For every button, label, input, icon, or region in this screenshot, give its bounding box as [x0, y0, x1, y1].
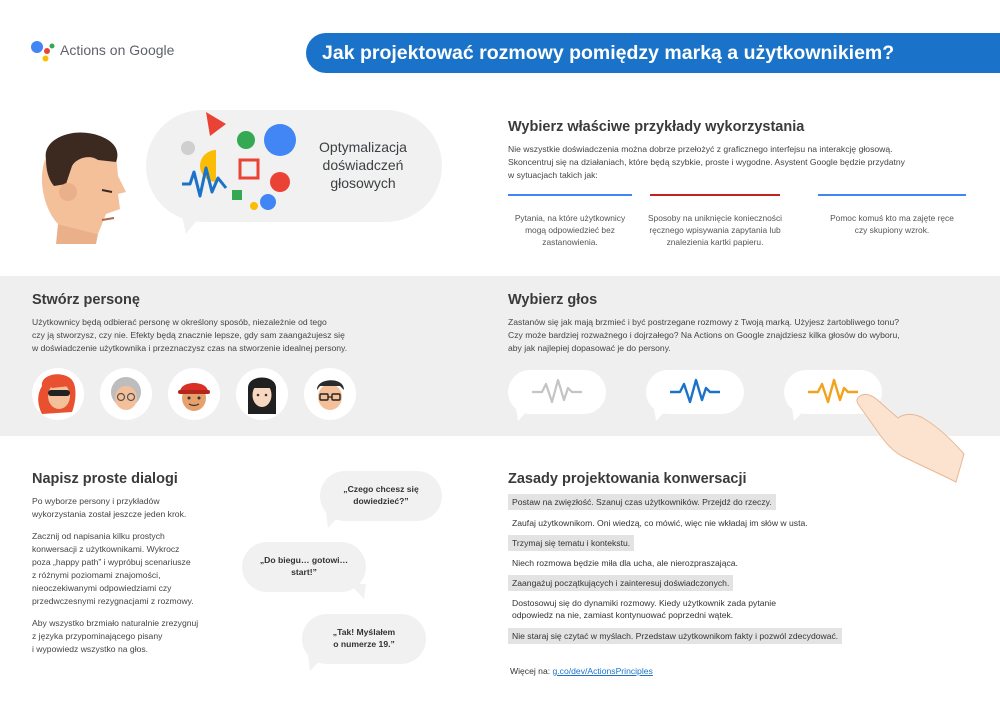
- use-cases-intro-line: Nie wszystkie doświadczenia można dobrze przełożyć z graficznego interfejsu na interakcję głosową.: [508, 144, 893, 154]
- persona-avatar-cap-boy[interactable]: [168, 368, 220, 420]
- principle-text: Dostosowuj się do dynamiki rozmowy. Kiedy użytkownik zada pytanie: [512, 598, 776, 608]
- dialog-quote-line: o numerze 19.”: [333, 639, 395, 649]
- persona-title: Stwórz personę: [32, 292, 140, 308]
- principle-item: [508, 595, 780, 623]
- principle-text: Niech rozmowa będzie miła dla ucha, ale nierozpraszająca.: [512, 558, 738, 568]
- dialog-quote-line: „Do biegu… gotowi…: [259, 555, 349, 565]
- voice-bubble-tail: [516, 408, 532, 422]
- dialogs-line: i wypowiedz wszystko na głos.: [32, 644, 149, 654]
- page-title: Jak projektować rozmowy pomiędzy marką a użytkownikiem?: [306, 33, 1000, 73]
- more-info-label: Więcej na:: [510, 666, 551, 676]
- dialog-quote-line: „Czego chcesz się: [343, 484, 419, 494]
- dialogs-line: wykorzystania został jeszcze jeden krok.: [32, 509, 187, 519]
- grey-hair-glasses-avatar-icon: [100, 368, 152, 420]
- hero-label-line-3: głosowych: [330, 175, 396, 191]
- voice-body-line: aby jak najlepiej dopasować je do persony.: [508, 343, 671, 353]
- use-case-divider-blue: [508, 194, 632, 196]
- voice-body-line: Czy może bardziej rozważnego i dojrzałego? Na Actions on Google znajdziesz kilka głosów do wyboru,: [508, 330, 900, 340]
- persona-body-line: w doświadczenie użytkownika i przeznaczysz czas na stworzenie idealnej persony.: [32, 343, 348, 353]
- voice-body-line: Zastanów się jak mają brzmieć i być postrzegane rozmowy z Twoją marką. Użyjesz żartobliwego tonu?: [508, 317, 900, 327]
- voice-title: Wybierz głos: [508, 292, 598, 308]
- dialog-quote: [320, 483, 442, 507]
- dialogs-line: konwersacji z użytkownikami. Wykrocz: [32, 544, 180, 554]
- dialogs-line: Po wyborze persony i przykładów: [32, 496, 160, 506]
- principle-text: Zaangażuj początkujących i zainteresuj doświadczonych.: [512, 578, 730, 588]
- use-case-line: zastanowienia.: [542, 237, 598, 247]
- dialog-bubble-tail: [326, 513, 344, 529]
- logo-text: Actions on Google: [60, 42, 175, 58]
- dialogs-line: z języka przypominającego pisany: [32, 631, 163, 641]
- principle-text: Zaufaj użytkownikom. Oni wiedzą, co mówić, więc nie wkładaj im słów w usta.: [512, 518, 808, 528]
- black-hair-woman-avatar-icon: [236, 368, 288, 420]
- principle-item: [508, 575, 733, 591]
- hero-label-line-1: Optymalizacja: [319, 139, 407, 155]
- use-cases-intro-line: w sytuacjach takich jak:: [508, 170, 598, 180]
- persona-avatar-glasses-man[interactable]: [304, 368, 356, 420]
- cap-boy-avatar-icon: [168, 368, 220, 420]
- voice-bubble-tail: [654, 408, 670, 422]
- dialogs-line: Aby wszystko brzmiało naturalnie zrezygnuj: [32, 618, 199, 628]
- principle-item: [508, 628, 842, 644]
- persona-body: [32, 316, 462, 355]
- dialogs-p2: [32, 530, 242, 608]
- dialog-quote-line: dowiedzieć?”: [353, 496, 409, 506]
- dialogs-line: Zacznij od napisania kilku prostych: [32, 531, 165, 541]
- principles-title: Zasady projektowania konwersacji: [508, 471, 747, 487]
- use-cases-title: Wybierz właściwe przykłady wykorzystania: [508, 119, 805, 135]
- use-case-item: [822, 212, 962, 236]
- persona-avatar-black-hair[interactable]: [236, 368, 288, 420]
- persona-body-line: czy ją stworzysz, czy nie. Efekty będą znacznie lepsze, gdy sam zaangażujesz się: [32, 330, 345, 340]
- use-case-line: znalezienia kartki papieru.: [666, 237, 764, 247]
- red-hair-sunglasses-avatar-icon: [32, 368, 84, 420]
- use-case-line: ręcznego wpisywania zapytania lub: [649, 225, 781, 235]
- use-case-item: [645, 212, 785, 248]
- dialog-bubble-tail: [348, 584, 366, 600]
- dialog-quote: [302, 626, 426, 650]
- use-case-divider-blue: [818, 194, 966, 196]
- hero-label: [298, 138, 428, 192]
- more-info-link[interactable]: g.co/dev/ActionsPrinciples: [552, 666, 653, 676]
- pointing-hand-illustration: [852, 388, 972, 488]
- dialog-bubble-tail: [308, 656, 326, 672]
- dialogs-p3: [32, 617, 242, 656]
- dialogs-line: przedwczesnymi rezygnacjami z rozmowy.: [32, 596, 194, 606]
- voice-bubble-tail: [792, 408, 808, 422]
- shapes-icon-cluster: [176, 110, 306, 220]
- persona-avatar-red-hair[interactable]: [32, 368, 84, 420]
- principle-item: [508, 494, 776, 510]
- dialogs-line: z różnymi poziomami znajomości,: [32, 570, 161, 580]
- use-cases-intro-line: Skoncentruj się na działaniach, które będą szybkie, proste i wygodne. Asystent Google będzie przydatny: [508, 157, 905, 167]
- hero-illustration: [28, 110, 448, 245]
- principle-text: Postaw na zwięzłość. Szanuj czas użytkowników. Przejdź do rzeczy.: [512, 497, 772, 507]
- use-case-line: mogą odpowiedzieć bez: [525, 225, 615, 235]
- principle-text: Nie staraj się czytać w myślach. Przedstaw użytkownikom fakty i pozwól zdecydować.: [512, 631, 839, 641]
- dialog-quote-line: start!”: [291, 567, 317, 577]
- use-case-line: Pytania, na które użytkownicy: [514, 213, 626, 223]
- persona-body-line: Użytkownicy będą odbierać personę w określony sposób, niezależnie od tego: [32, 317, 327, 327]
- principle-item: [508, 555, 742, 571]
- dialogs-p1: [32, 495, 242, 521]
- dialogs-line: nieoczekiwanymi odpowiedziami czy: [32, 583, 172, 593]
- dialogs-line: poza „happy path” i wypróbuj scenariusze: [32, 557, 191, 567]
- use-case-divider-red: [650, 194, 780, 196]
- principle-text: Trzymaj się tematu i kontekstu.: [512, 538, 631, 548]
- dialog-quote: [242, 554, 366, 578]
- principle-item: [508, 535, 634, 551]
- principle-text: odpowiedz na nie, zamiast kontynuować poprzedni wątek.: [512, 610, 734, 620]
- man-face-illustration: [28, 124, 148, 244]
- use-case-line: Pomoc komuś kto ma zajęte ręce: [830, 213, 954, 223]
- use-case-item: [500, 212, 640, 248]
- google-assistant-dots-icon: [30, 40, 56, 62]
- more-info: [510, 666, 653, 676]
- dialog-quote-line: „Tak! Myślałem: [332, 627, 396, 637]
- voice-body: [508, 316, 988, 355]
- dialogs-title: Napisz proste dialogi: [32, 471, 178, 487]
- use-cases-intro: [508, 143, 978, 182]
- hero-label-line-2: doświadczeń: [322, 157, 404, 173]
- glasses-man-avatar-icon: [304, 368, 356, 420]
- persona-avatar-grey-hair[interactable]: [100, 368, 152, 420]
- logo: [30, 40, 210, 62]
- use-case-line: czy skupiony wzrok.: [854, 225, 930, 235]
- use-case-line: Sposoby na uniknięcie konieczności: [647, 213, 783, 223]
- principle-item: [508, 515, 812, 531]
